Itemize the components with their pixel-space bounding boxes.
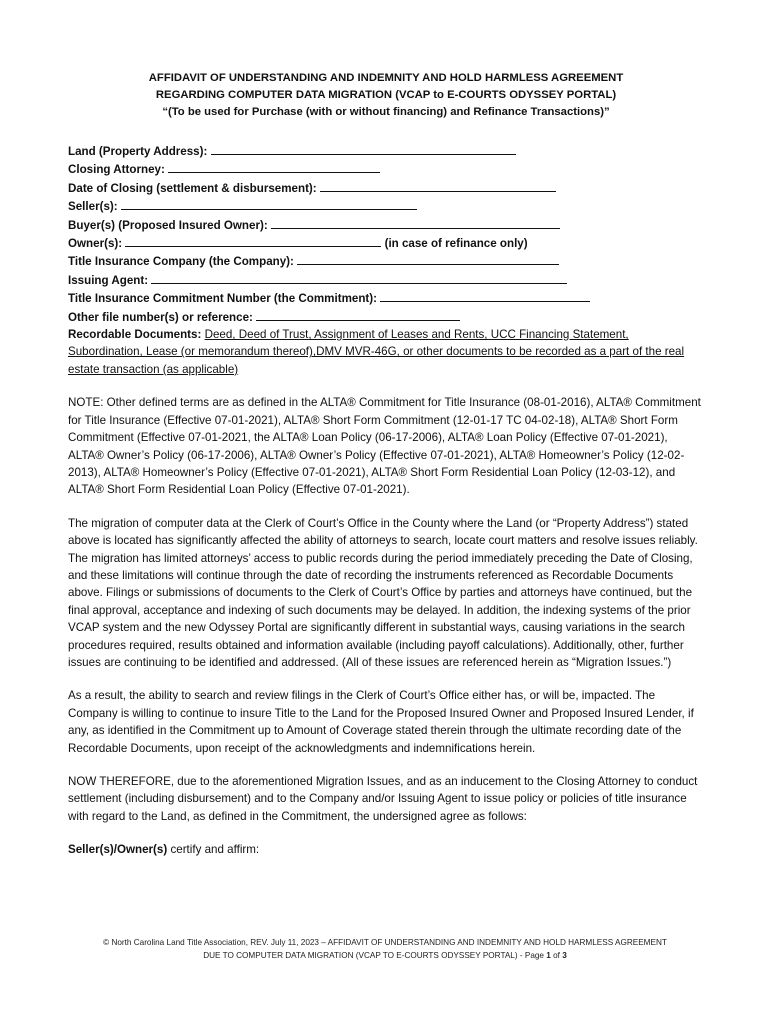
page-footer (0, 936, 770, 962)
buyers-input-line[interactable] (271, 216, 560, 229)
footer-copyright: © North Carolina Land Title Association, REV. July 11, 2023 – (103, 938, 326, 947)
result-paragraph: As a result, the ability to search and review filings in the Clerk of Court’s Office either has, or will be, impacted. The Company is willing to continue to insure Title to the Land for the Proposed Insured Owner and Proposed Insured Lender, if any, as identified in the Commitment up to Amount of Coverage stated therein through the ultimate recording date of the Recordable Documents, upon receipt of the acknowledgments and indemnifications herein. (68, 689, 694, 755)
date-of-closing-field (68, 179, 704, 197)
issuing-agent-input-line[interactable] (151, 271, 567, 284)
therefore-paragraph: NOW THEREFORE, due to the aforementioned Migration Issues, and as an inducement to the Closing Attorney to conduct settlement (including disbursement) and to the Company and/or Issuing Agent to issue policy or policies of title insurance with regard to the Land, as defined in the Commitment, the undersigned agree as follows: (68, 775, 698, 823)
migration-paragraph: The migration of computer data at the Clerk of Court’s Office in the County where the Land (or “Property Address”) stated above is located has significantly affected the ability of attorneys to search, locate court matters and resolve issues reliably. The migration has limited attorneys’ access to public records during the period immediately preceding the Date of Closing, and these limitations will continue through the date of recording the instruments referenced as Recordable Documents above. Filings or submissions of documents to the Clerk of Court’s Office by parties and attorneys have continued, but the final approval, acceptance and indexing of such documents may be delayed. In addition, the indexing systems of the prior VCAP system and the new Odyssey Portal are significantly different in substantial ways, causing variations in the search procedures required, results obtained and information available (including payoff calculations). Additionally, other, further issues are continuing to be identified and addressed. (All of these issues are referenced herein as “Migration Issues.”) (68, 516, 698, 669)
footer-line-1 (0, 936, 770, 949)
seller-heading: Seller(s)/Owner(s) (68, 843, 168, 857)
title-line-2: REGARDING COMPUTER DATA MIGRATION (VCAP to E-COURTS ODYSSEY PORTAL) (155, 89, 617, 101)
footer-of: of (550, 951, 563, 960)
issuing-agent-label: Issuing Agent: (68, 273, 149, 287)
owners-note: (in case of refinance only) (384, 237, 528, 251)
closing-attorney-label: Closing Attorney: (68, 163, 165, 177)
title-company-input-line[interactable] (297, 252, 559, 265)
commitment-number-label: Title Insurance Commitment Number (the Commitment): (68, 292, 377, 306)
recordable-documents (68, 326, 704, 378)
land-field (68, 142, 704, 160)
recordable-documents-label: Recordable Documents: (68, 328, 202, 342)
other-file-label: Other file number(s) or reference: (68, 310, 253, 324)
note-paragraph: NOTE: Other defined terms are as defined in the ALTA® Commitment for Title Insurance (08-01-2016), ALTA® Commitment for Title Insurance (Effective 07-01-2021), ALTA® Short Form Commitment (12-01-17 TC 04-02-18), ALTA® Short Form Commitment (Effective 07-01-2021, the ALTA® Loan Policy (06-17-2006), ALTA® Loan Policy (Effective 07-01-2021), ALTA® Owner’s Policy (06-17-2006), ALTA® Owner’s Policy (Effective 07-01-2021), ALTA® Homeowner’s Policy (12-02-2013), ALTA® Homeowner’s Policy (Effective 07-01-2021), ALTA® Short Form Residential Loan Policy (12-03-12), and ALTA® Short Form Residential Loan Policy (Effective 07-01-2021). (68, 396, 701, 497)
other-file-field (68, 308, 704, 326)
title-line-3: “(To be used for Purchase (with or without financing) and Refinance Transactions)” (162, 106, 610, 118)
footer-line-2 (0, 949, 770, 962)
title-line-1: AFFIDAVIT OF UNDERSTANDING AND INDEMNITY AND HOLD HARMLESS AGREEMENT (148, 72, 624, 84)
issuing-agent-field (68, 271, 704, 289)
closing-attorney-input-line[interactable] (168, 160, 380, 173)
seller-rest: certify and affirm: (167, 843, 260, 857)
buyers-label: Buyer(s) (Proposed Insured Owner): (68, 218, 268, 232)
document-page (68, 70, 704, 859)
owners-field (68, 234, 704, 252)
document-title (68, 70, 704, 121)
buyers-field (68, 216, 704, 234)
sellers-label: Seller(s): (68, 200, 118, 214)
form-fields (68, 142, 704, 378)
seller-certification (68, 841, 704, 858)
footer-page-number: 1 (546, 951, 551, 960)
footer-total-pages: 3 (562, 951, 567, 960)
owners-input-line[interactable] (125, 234, 381, 247)
title-company-field (68, 252, 704, 270)
date-of-closing-label: Date of Closing (settlement & disbursement): (68, 181, 317, 195)
commitment-number-input-line[interactable] (380, 289, 590, 302)
land-label: Land (Property Address): (68, 145, 208, 158)
recordable-documents-value: Deed, Deed of Trust, Assignment of Leases and Rents, UCC Financing Statement, Subordination, Lease (or memorandum thereof),DMV MVR-46G, or other documents to be recorded as a part of the real estate transaction (as applicable) (68, 328, 685, 376)
sellers-input-line[interactable] (121, 197, 417, 210)
sellers-field (68, 197, 704, 215)
footer-title: AFFIDAVIT OF UNDERSTANDING AND INDEMNITY AND HOLD HARMLESS AGREEMENT (325, 938, 667, 947)
commitment-number-field (68, 289, 704, 307)
land-input-line[interactable] (211, 142, 516, 155)
date-of-closing-input-line[interactable] (320, 179, 556, 192)
owners-label: Owner(s): (68, 237, 123, 251)
footer-subtitle: DUE TO COMPUTER DATA MIGRATION (VCAP TO E-COURTS ODYSSEY PORTAL) - Page (203, 951, 547, 960)
closing-attorney-field (68, 160, 704, 178)
title-company-label: Title Insurance Company (the Company): (68, 255, 294, 269)
other-file-input-line[interactable] (256, 308, 460, 321)
